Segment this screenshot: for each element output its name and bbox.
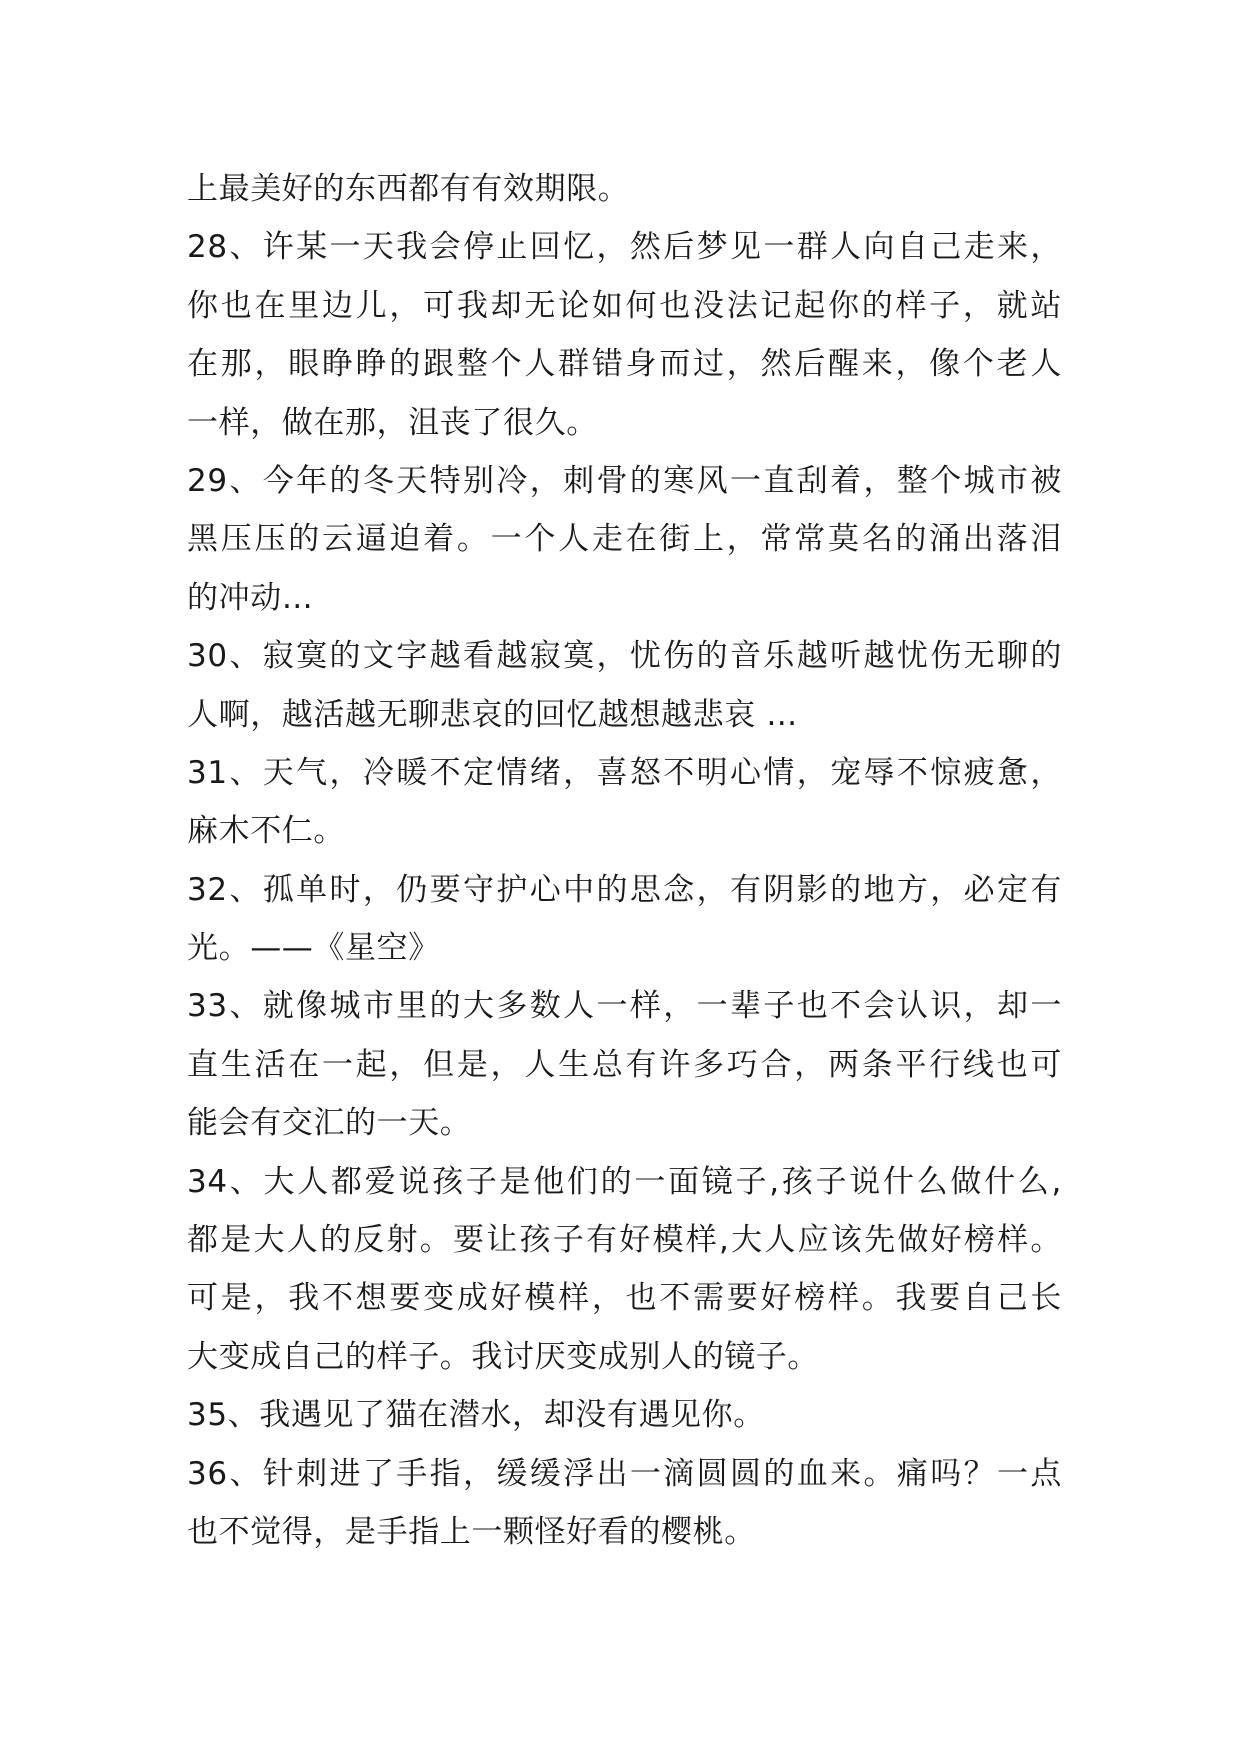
text-line: 35、我遇见了猫在潜水，却没有遇见你。	[187, 1397, 765, 1434]
text-line: 能会有交汇的一天。	[187, 1105, 472, 1142]
text-line: 28、许某一天我会停止回忆，然后梦见一群人向自己走来，	[187, 229, 1062, 266]
text-line: 30、寂寞的文字越看越寂寞，忧伤的音乐越听越忧伤无聊的	[187, 638, 1062, 675]
text-line: 可是，我不想要变成好模样，也不需要好榜样。我要自己长	[187, 1280, 1062, 1317]
text-line: 33、就像城市里的大多数人一样，一辈子也不会认识，却一	[187, 988, 1062, 1025]
text-line: 黑压压的云逼迫着。一个人走在街上，常常莫名的涌出落泪	[187, 521, 1062, 558]
text-line: 上最美好的东西都有有效期限。	[187, 171, 630, 207]
body-text	[187, 160, 1062, 1561]
text-line: 36、针刺进了手指，缓缓浮出一滴圆圆的血来。痛吗？一点	[187, 1455, 1062, 1492]
text-line: 一样，做在那，沮丧了很久。	[187, 404, 598, 441]
text-line: 34、大人都爱说孩子是他们的一面镜子,孩子说什么做什么,	[187, 1163, 1062, 1200]
text-line: 在那，眼睁睁的跟整个人群错身而过，然后醒来，像个老人	[187, 346, 1062, 383]
text-line: 都是大人的反射。要让孩子有好模样,大人应该先做好榜样。	[187, 1222, 1062, 1259]
text-line: 29、今年的冬天特别冷，刺骨的寒风一直刮着，整个城市被	[187, 462, 1062, 499]
text-line: 你也在里边儿，可我却无论如何也没法记起你的样子，就站	[187, 287, 1062, 324]
text-line: 32、孤单时，仍要守护心中的思念，有阴影的地方，必定有	[187, 871, 1062, 908]
text-line: 31、天气，冷暖不定情绪，喜怒不明心情，宠辱不惊疲惫，	[187, 754, 1062, 791]
text-line: 麻木不仁。	[187, 813, 345, 850]
text-line: 的冲动…	[187, 579, 314, 616]
text-line: 人啊，越活越无聊悲哀的回忆越想越悲哀 …	[187, 696, 798, 733]
text-line: 也不觉得，是手指上一颗怪好看的樱桃。	[187, 1513, 756, 1550]
text-line: 直生活在一起，但是，人生总有许多巧合，两条平行线也可	[187, 1046, 1062, 1083]
text-line: 大变成自己的样子。我讨厌变成别人的镜子。	[187, 1338, 819, 1375]
text-line: 光。——《星空》	[187, 930, 440, 967]
